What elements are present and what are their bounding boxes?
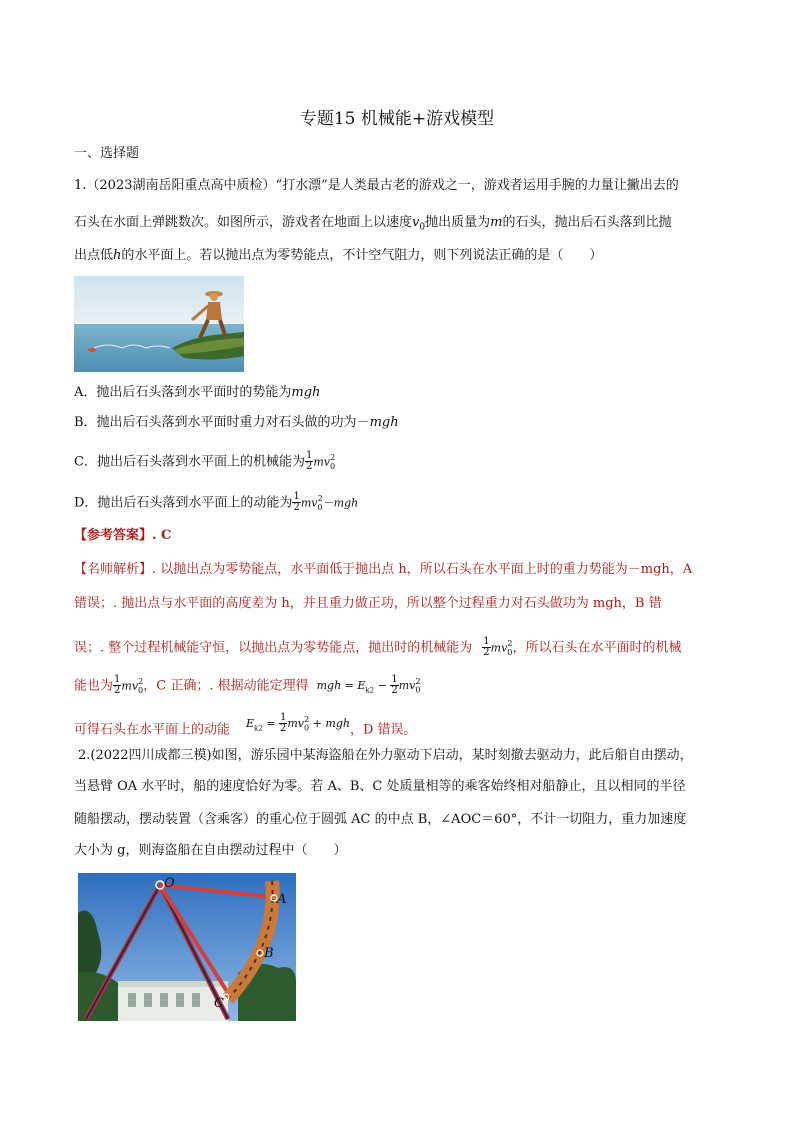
page-title: 专题15 机械能+游戏模型: [299, 109, 495, 129]
analysis-line-3: [74, 636, 682, 661]
label-a: A: [277, 892, 287, 907]
frac-num: 1: [391, 674, 398, 686]
q2-line-3: 随船摆动，摆动装置（含乘客）的重心位于圆弧 AC 的中点 B，∠AOC＝60°，不计一切阻力，重力加速度: [74, 812, 687, 827]
q2-line-1: 2.(2022四川成都三模)如图，游乐园中某海盗船在外力驱动下启动，某时刻撤去驱动力，此后船自由摆动，: [78, 748, 693, 763]
option-d-tail: －mgh: [322, 496, 359, 510]
q1-text: 抛出质量为: [425, 215, 491, 230]
sub: 0: [415, 685, 421, 695]
q1-text: 石头在水面上弹跳数次。如图所示，游戏者在地面上以速度: [74, 215, 413, 230]
q1-line-1: 1.（2023湖南岳阳重点高中质检）“打水漂”是人类最古老的游戏之一，游戏者运用手腕的力量让撇出去的: [74, 178, 679, 193]
q1-v0-sub: 0: [419, 222, 426, 233]
eq-part: mgh = E: [316, 679, 366, 693]
sup: 2: [507, 639, 513, 648]
sup: 2: [330, 453, 336, 462]
option-b: [74, 415, 399, 431]
mv: mv: [398, 679, 416, 693]
reference-answer: 【参考答案】. C: [74, 528, 172, 543]
equation-1: [316, 674, 421, 697]
q1-text: 的水平面上。若以抛出点为零势能点，不计空气阻力，则下列说法正确的是（ ）: [121, 248, 603, 263]
eq-part: −: [374, 679, 391, 693]
frac-den: 2: [114, 685, 121, 697]
option-a-text: A．抛出后石头落到水平面时的势能为: [74, 385, 292, 400]
label-o: O: [164, 876, 175, 891]
q1-text: 出点低: [74, 248, 114, 263]
option-d-text: D．抛出后石头落到水平面上的动能为: [74, 495, 293, 511]
eq-part: =: [262, 717, 279, 731]
mv: mv: [490, 641, 508, 655]
eq-sub: k2: [254, 724, 263, 733]
q1-v0: v: [412, 215, 420, 230]
sup: 2: [317, 494, 323, 503]
frac-num: 1: [279, 712, 287, 724]
sup: 2: [415, 677, 421, 686]
analysis-text: 能也为: [74, 678, 114, 694]
q1-line-3: [74, 248, 602, 264]
q1-mass: m: [490, 215, 503, 230]
pirate-ship-image: [78, 873, 296, 1021]
eq-sub: k2: [365, 686, 375, 695]
frac-den: 2: [305, 461, 313, 473]
analysis-line-4: [74, 674, 421, 699]
frac-den: 2: [483, 647, 490, 659]
sub: 0: [317, 502, 323, 512]
option-d: [74, 491, 358, 516]
fraction: [482, 637, 490, 658]
analysis-text: 误；. 整个过程机械能守恒，以抛出点为零势能点，抛出时的机械能为: [74, 640, 473, 656]
q1-height: h: [113, 248, 122, 263]
analysis-text: 可得石头在水平面上的动能: [74, 722, 231, 738]
option-c-text: C．抛出后石头落到水平面上的机械能为: [74, 454, 305, 470]
equation-2: [246, 712, 350, 735]
q1-text: 的石头，抛出后石头落到比抛: [502, 215, 672, 230]
option-b-expr: mgh: [369, 415, 399, 430]
analysis-text: ，D 错误。: [349, 722, 417, 738]
fraction: [390, 675, 398, 696]
sup: 2: [138, 677, 144, 686]
analysis-line-1: 【名师解析】. 以抛出点为零势能点，水平面低于抛出点 h，所以石头在水平面上时的重力势能为－mgh，A: [74, 562, 693, 577]
q2-line-2: 当悬臂 OA 水平时，船的速度恰好为零。若 A、B、C 处质量相等的乘客始终相对船静止，且以相同的半径: [74, 779, 686, 794]
mv: mv: [121, 679, 139, 693]
option-a: [74, 385, 320, 401]
analysis-text: ，所以石头在水平面时的机械: [512, 640, 682, 656]
mv: mv: [313, 455, 330, 469]
frac-num: 1: [293, 491, 300, 503]
eq-part: E: [246, 717, 255, 731]
option-a-expr: mgh: [291, 385, 321, 400]
mv: mv: [300, 496, 318, 510]
label-c: C: [214, 996, 224, 1011]
eq-part: + mgh: [309, 717, 350, 731]
frac-num: 1: [114, 674, 121, 686]
sub: 0: [507, 647, 513, 657]
sub: 0: [304, 723, 310, 733]
analysis-line-2: 错误；. 抛出点与水平面的高度差为 h，并且重力做正功，所以整个过程重力对石头做功为 mgh，B 错: [74, 596, 662, 611]
frac-num: 1: [305, 450, 313, 462]
analysis-text: ，C 正确；. 根据动能定理得: [143, 678, 309, 694]
q2-line-4: 大小为 g，则海盗船在自由摆动过程中（ ）: [74, 843, 347, 858]
frac-num: 1: [483, 636, 490, 648]
option-b-text: B．抛出后石头落到水平面时重力对石头做的功为－: [74, 415, 370, 430]
analysis-line-5: [74, 712, 417, 743]
stone-skipping-image: [74, 276, 244, 372]
mv: mv: [287, 717, 304, 731]
section-heading: 一、选择题: [74, 146, 140, 161]
frac-den: 2: [391, 685, 398, 697]
sub: 0: [329, 461, 336, 471]
label-b: B: [264, 946, 274, 961]
q1-line-2: [74, 215, 671, 236]
frac-den: 2: [279, 723, 287, 735]
sup: 2: [304, 715, 310, 724]
frac-den: 2: [293, 502, 300, 514]
option-c: [74, 450, 335, 475]
fraction: [292, 492, 300, 513]
sub: 0: [138, 685, 144, 695]
